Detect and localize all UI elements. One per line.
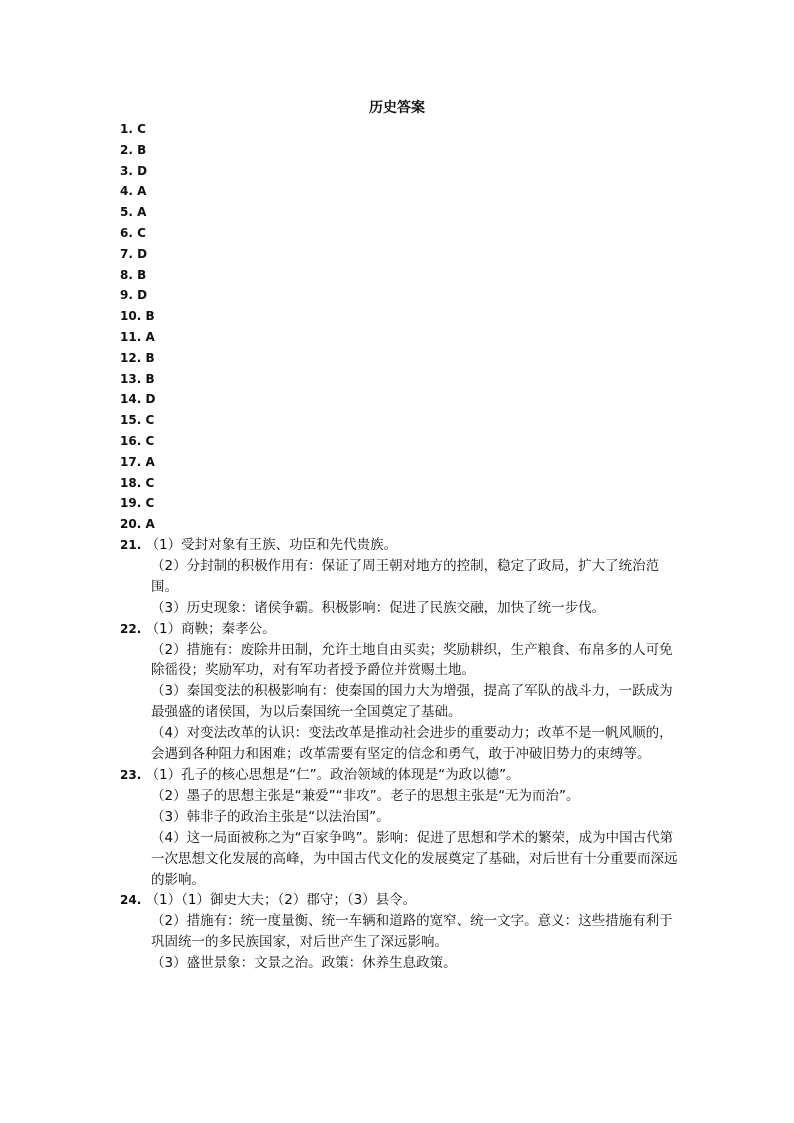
mc-answer-row [120,119,155,140]
mc-answer: C [137,122,146,136]
question-number: 24. [120,893,142,908]
mc-answer: D [137,163,148,178]
answer-part-2: （2）墨子的思想主张是“兼爱”“非攻”。老子的思想主张是“无为而治”。 [151,787,580,804]
mc-answer: B [145,371,155,386]
page-title: 历史答案 [369,100,425,116]
answer-part-4: （4）对变法改革的认识：变法改革是推动社会进步的重要动力；改革不是一帆风顺的，会遇到各种阻力和困难；改革需要有坚定的信念和勇气，敢于冲破旧势力的束缚等。 [151,725,673,763]
mc-answer: B [137,267,147,282]
mc-number: 9. [120,288,133,303]
question-21 [120,535,680,619]
mc-number: 3. [120,163,133,178]
essay-answers [120,535,680,974]
mc-answer: B [145,309,155,324]
mc-answer-row [120,140,155,161]
mc-number: 4. [120,184,133,199]
mc-answer-row [120,452,155,473]
answer-part-1: （1）商鞅；秦孝公。 [145,620,276,637]
answer-part-2: （2）措施有：废除井田制，允许土地自由买卖；奖励耕织，生产粮食、布帛多的人可免除徭役；奖励军功，对有军功者授予爵位并赏赐土地。 [151,641,673,679]
mc-number: 7. [120,246,133,261]
question-24 [120,890,680,974]
mc-answer: C [137,225,146,240]
mc-number: 10. [120,309,142,324]
mc-number: 2. [120,142,133,157]
mc-answer-row [120,493,155,514]
mc-answer-row [120,389,155,410]
mc-answer: A [145,454,155,469]
mc-answer-row [120,202,155,223]
answer-part-3: （3）秦国变法的积极影响有：使秦国的国力大为增强，提高了军队的战斗力，一跃成为最强盛的诸侯国，为以后秦国统一全国奠定了基础。 [151,683,673,721]
mc-answer-row [120,431,155,452]
mc-answer: C [145,496,155,511]
mc-answer-row [120,265,155,286]
mc-answer: D [137,288,148,303]
mc-answer-row [120,223,155,244]
mc-number: 6. [120,225,133,240]
mc-answer: C [145,413,155,428]
mc-answer: A [137,184,147,199]
mc-number: 19. [120,496,142,511]
mc-answer-row [120,161,155,182]
mc-answer: C [145,475,155,490]
answer-part-2: （2）分封制的积极作用有：保证了周王朝对地方的控制，稳定了政局，扩大了统治范围。 [151,557,660,595]
mc-answer-row [120,327,155,348]
question-22 [120,619,680,765]
mc-number: 16. [120,433,142,448]
answer-part-2: （2）措施有：统一度量衡、统一车辆和道路的宽窄、统一文字。意义：这些措施有利于巩固统一的多民族国家，对后世产生了深远影响。 [151,913,673,951]
mc-number: 20. [120,517,142,532]
mc-answer: D [145,392,156,407]
mc-answer: A [145,517,155,532]
answer-part-3: （3）盛世景象：文景之治。政策：休养生息政策。 [151,955,457,972]
question-23 [120,765,680,890]
mc-answer: C [145,433,155,448]
answer-part-1: （1）孔子的核心思想是“仁”。政治领域的体现是“为政以德”。 [145,766,520,783]
answer-part-3: （3）历史现象：诸侯争霸。积极影响：促进了民族交融，加快了统一步伐。 [151,599,606,616]
answer-part-1: （1）受封对象有王族、功臣和先代贵族。 [145,537,398,553]
mc-number: 1. [120,122,133,136]
question-number: 21. [120,538,142,552]
answer-part-1: （1）（1）御史大夫；（2）郡守；（3）县令。 [145,892,417,909]
mc-number: 14. [120,392,142,407]
multiple-choice-answers [120,119,155,535]
mc-answer-row [120,473,155,494]
answer-part-4: （4）这一局面被称之为“百家争鸣”。影响：促进了思想和学术的繁荣，成为中国古代第一次思想文化发展的高峰，为中国古代文化的发展奠定了基础，对后世有十分重要而深远的影响。 [151,829,678,888]
mc-number: 18. [120,475,142,490]
mc-answer: B [145,350,155,365]
mc-number: 8. [120,267,133,282]
mc-answer-row [120,514,155,535]
mc-answer-row [120,306,155,327]
mc-answer: A [137,205,147,220]
mc-number: 11. [120,329,142,344]
mc-number: 5. [120,205,133,220]
mc-number: 15. [120,413,142,428]
mc-answer-row [120,285,155,306]
mc-answer-row [120,369,155,390]
mc-number: 12. [120,350,142,365]
mc-answer: B [137,142,147,157]
mc-number: 17. [120,454,142,469]
answer-part-3: （3）韩非子的政治主张是“以法治国”。 [151,808,390,825]
mc-answer: A [145,329,155,344]
question-number: 23. [120,767,142,782]
question-number: 22. [120,621,142,636]
mc-number: 13. [120,371,142,386]
mc-answer: D [137,246,148,261]
mc-answer-row [120,410,155,431]
mc-answer-row [120,244,155,265]
mc-answer-row [120,181,155,202]
mc-answer-row [120,348,155,369]
